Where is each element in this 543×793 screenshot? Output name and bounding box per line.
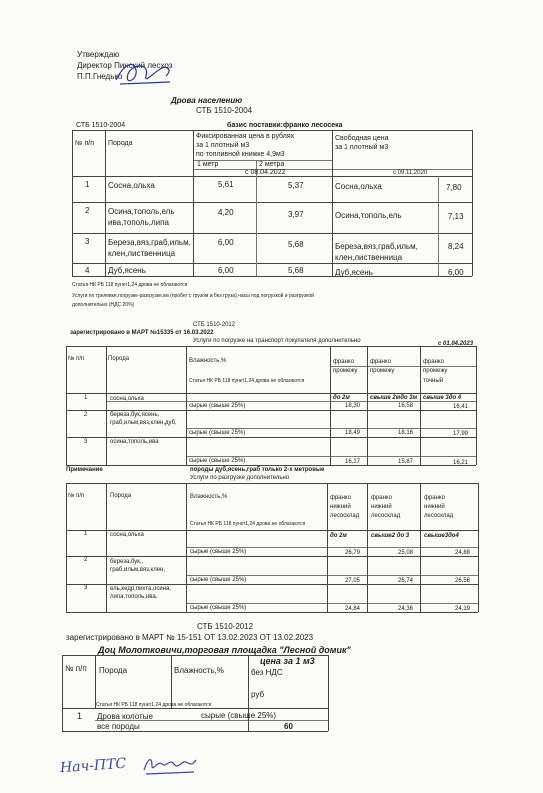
t3-h-hum: Влажность,% bbox=[190, 494, 228, 500]
t3-sub2: свыше2 до 3 bbox=[371, 533, 410, 539]
t1-std: СТБ 1510-2004 bbox=[76, 122, 126, 129]
t1-h-fixed2: за 1 плотный м3 bbox=[196, 142, 250, 149]
t4-h-num: № п/п bbox=[65, 664, 87, 673]
t3-row2-hum: сырые (свыше 25%) bbox=[190, 577, 247, 583]
t2-sub2: свыше 2мдо 3м bbox=[370, 395, 418, 401]
t1-row3-p2: 5,68 bbox=[288, 240, 304, 249]
t2-unload: Услуги по разгрузке дополнительно bbox=[190, 475, 290, 481]
t1-note1: Статья НК РБ 118 пункт1,24 дрова не облагаются bbox=[72, 282, 188, 288]
t3-row2-v3: 26,56 bbox=[455, 578, 471, 584]
t1-row3-num: 3 bbox=[85, 237, 90, 246]
t2-sub1: до 2м bbox=[333, 395, 350, 401]
t2-h-c3b: промежу bbox=[423, 368, 448, 374]
t4-h-hum: Влажность,% bbox=[174, 666, 224, 675]
t4-row-breed1: Дрова колотые bbox=[97, 712, 153, 721]
director-label: Директор Пинский лесхоз bbox=[77, 61, 173, 70]
t1-row2-fbreed: Осина,тополь,ель bbox=[335, 211, 402, 220]
t1-row1-fbreed: Сосна,ольха bbox=[335, 182, 382, 191]
t2-row2-v1: 18,49 bbox=[345, 430, 361, 436]
t1-row2-breed2: ива,тополь,липа bbox=[108, 218, 169, 227]
t1-row1-p2: 5,37 bbox=[288, 181, 304, 190]
t1-row2-num: 2 bbox=[85, 206, 90, 215]
t2-row1-v3: 16,41 bbox=[453, 404, 469, 410]
t3-row3-v3: 24,19 bbox=[455, 606, 471, 612]
t2-row2-v3: 17,99 bbox=[453, 431, 469, 437]
t2-row3-num: 3 bbox=[84, 439, 88, 445]
t3-h-c3a: франко bbox=[424, 495, 445, 501]
t2-row2-breed2: граб,ильм,вяз,клен,дуб, bbox=[110, 420, 177, 426]
director-signature bbox=[110, 56, 180, 90]
t4-place: Доц Молотковичи,торговая площадка "Лесной домик" bbox=[98, 645, 351, 655]
t1-row4-fp: 6,00 bbox=[448, 268, 464, 277]
t2-row3-v3: 16,21 bbox=[453, 460, 469, 466]
t2-row2-v2: 18,16 bbox=[398, 430, 414, 436]
t3-row1-v2: 25,08 bbox=[398, 550, 414, 556]
t3-h-c2c: лесосклад bbox=[371, 513, 401, 519]
t1-row4-fbreed: Дуб,ясень bbox=[335, 268, 373, 277]
t2-service: Услуги по погрузке на транспорт покупателя дополнительно bbox=[193, 338, 361, 344]
t2-h-tax: Статья НК РБ 118 пункт1,24 дрова не облагаются bbox=[189, 378, 305, 384]
t4-row-price: 60 bbox=[284, 722, 293, 731]
t3-sub3: свыше3до4 bbox=[424, 533, 459, 539]
t2-row3-v2: 15,87 bbox=[398, 459, 414, 465]
t2-date: с 01.04.2023 bbox=[438, 341, 474, 347]
t3-h-c3b: нижний bbox=[424, 504, 445, 510]
t1-h-breed: Порода bbox=[108, 140, 133, 147]
t2-reg: зарегистрировано в МАРТ №15335 от 16.03.2022 bbox=[70, 330, 214, 336]
t4-tax: Статья НК РБ 118 пункт1,24 дрова не облагаются bbox=[96, 702, 212, 708]
t3-h-num: № п/п bbox=[68, 493, 85, 499]
t3-sub1: до 2м bbox=[330, 533, 347, 539]
t4-row-breed2: все породы bbox=[97, 722, 140, 731]
t3-h-c3c: лесосклад bbox=[424, 513, 454, 519]
t1-row3-breed2: клен,лиственница bbox=[108, 249, 176, 258]
approve-label: Утверждаю bbox=[77, 50, 120, 59]
t2-note-text: породы дуб,ясень,граб только 2-х метровые bbox=[190, 467, 325, 473]
handwritten-signature bbox=[140, 750, 200, 780]
t2-note-label: Примечание bbox=[66, 467, 103, 473]
t1-h-fixed3: по топливной книжке 4,9м3 bbox=[196, 151, 285, 158]
t3-h-c1c: лесосклад bbox=[330, 513, 360, 519]
t1-row3-breed: Береза,вяз,граб,ильм, bbox=[108, 238, 191, 247]
t1-basis: базис поставки:франко лесосека bbox=[227, 122, 343, 129]
t3-row1-v1: 26,79 bbox=[345, 550, 361, 556]
t2-row1-v2: 16,58 bbox=[398, 403, 414, 409]
t1-row1-num: 1 bbox=[85, 180, 90, 189]
t1-row1-breed: Сосна,ольха bbox=[108, 181, 155, 190]
t1-note3: дополнительно (НДС 20%) bbox=[72, 302, 135, 308]
t2-h-c3a: франко bbox=[423, 359, 444, 365]
t3-row2-v1: 27,05 bbox=[345, 578, 361, 584]
t4-h-unit: руб bbox=[251, 690, 265, 699]
t3-h-tax: Статья НК РБ 118 пункт1,24 дрова не облагаются bbox=[190, 521, 306, 527]
t1-row2-p2: 3,97 bbox=[288, 210, 304, 219]
doc-title: Дрова населению bbox=[171, 96, 243, 105]
t1-h-free1: Свободная цена bbox=[335, 135, 389, 142]
t1-len1: 1 метр bbox=[197, 161, 219, 168]
t3-h-c2b: нижний bbox=[371, 504, 392, 510]
t3-row3-breed: ель,кедр,пихта,осина, bbox=[110, 586, 172, 592]
t2-row3-hum: сырые (свыше 25%) bbox=[189, 458, 246, 464]
t3-row3-hum: сырые (свыше 25%) bbox=[190, 605, 247, 611]
t3-row3-num: 3 bbox=[84, 585, 88, 591]
t4-h-breed: Порода bbox=[99, 666, 128, 675]
t2-h-c2a: франко bbox=[370, 359, 391, 365]
t1-h-num: № п/п bbox=[75, 140, 94, 147]
t2-row1-v1: 18,30 bbox=[345, 403, 361, 409]
t3-h-c1a: франко bbox=[330, 495, 351, 501]
t3-row3-v2: 24,36 bbox=[398, 606, 414, 612]
t2-h-hum: Влажность,% bbox=[189, 358, 227, 364]
t3-row3-breed2: липа,тополь,ива, bbox=[110, 594, 158, 600]
t3-row1-breed: сосна,ольха bbox=[110, 532, 144, 538]
t2-row3-v1: 16,17 bbox=[345, 459, 361, 465]
t2-std: СТБ 1510-2012 bbox=[193, 322, 236, 328]
t1-row4-breed: Дуб,ясень bbox=[108, 266, 146, 275]
t4-std: СТБ 1510-2012 bbox=[197, 622, 254, 631]
t2-h-c2b: промежу bbox=[370, 368, 395, 374]
t1-h-fixed1: Фиксированная цена в рублях bbox=[196, 133, 295, 140]
t2-row1-num: 1 bbox=[84, 395, 88, 401]
t1-h-free2: за 1 плотный м3 bbox=[335, 144, 389, 151]
t2-row1-breed: сосна,ольха bbox=[110, 396, 144, 402]
t1-row2-breed: Осина,тополь,ель bbox=[108, 207, 175, 216]
t1-row4-p2: 5,68 bbox=[288, 266, 304, 275]
t3-row1-hum: сырые (свыше 25%) bbox=[190, 549, 247, 555]
t1-row4-p1: 6,00 bbox=[218, 266, 234, 275]
t1-row3-p1: 6,00 bbox=[218, 238, 234, 247]
t2-row2-hum: сырые (свыше 25%) bbox=[189, 430, 246, 436]
t1-note2: Услуги по трелевке,погрузке-разгрузке,км (пробег с грузом и без груза),часы под погрузкой и разгрузкой bbox=[72, 293, 314, 299]
t2-row2-num: 2 bbox=[84, 412, 88, 418]
t2-row1-hum: сырые (свыше 25%) bbox=[189, 403, 246, 409]
t4-row-num: 1 bbox=[77, 711, 83, 721]
t3-row1-num: 1 bbox=[84, 531, 88, 537]
t1-row3-fbreed2: клен,лиственница bbox=[335, 253, 403, 262]
director-name: П.П.Гнедько bbox=[77, 72, 123, 81]
t3-h-breed: Порода bbox=[110, 493, 132, 499]
t1-row1-p1: 5,61 bbox=[218, 180, 234, 189]
t1-row3-fbreed: Береза,вяз,граб,ильм, bbox=[335, 242, 418, 251]
t1-row4-num: 4 bbox=[85, 266, 90, 275]
t2-h-c3c: точный bbox=[423, 378, 443, 384]
t3-row2-num: 2 bbox=[84, 557, 88, 563]
t3-row2-breed: береза,бук,, bbox=[110, 559, 144, 565]
t4-reg: зарегистрировано в МАРТ № 15-151 ОТ 13.02.2023 ОТ 13.02.2023 bbox=[66, 633, 314, 642]
t4-h-price: цена за 1 м3 bbox=[260, 656, 315, 666]
t3-row1-v3: 24,88 bbox=[455, 550, 471, 556]
doc-standard: СТБ 1510-2004 bbox=[196, 106, 253, 115]
t3-row3-v1: 24,84 bbox=[345, 606, 361, 612]
t2-h-c1a: франко bbox=[333, 359, 354, 365]
t2-h-num: № п/п bbox=[68, 356, 85, 362]
t1-row3-fp: 8,24 bbox=[448, 242, 464, 251]
t3-h-c1b: нижний bbox=[330, 504, 351, 510]
t2-h-c1b: промежу bbox=[333, 368, 358, 374]
t1-len2: 2 метра bbox=[259, 161, 285, 168]
t4-h-vat: без НДС bbox=[251, 668, 283, 677]
t1-row2-fp: 7,13 bbox=[448, 212, 464, 221]
t2-row2-breed: береза,бук,ясень, bbox=[110, 412, 160, 418]
t1-row2-p1: 4,20 bbox=[218, 208, 234, 217]
t1-row1-fp: 7,80 bbox=[446, 183, 462, 192]
t1-date2: с 09.11.2020 bbox=[393, 170, 428, 176]
t3-row2-v2: 26,74 bbox=[398, 578, 414, 584]
t2-h-breed: Порода bbox=[108, 356, 130, 362]
t3-h-c2a: франко bbox=[371, 495, 392, 501]
t4-row-hum: сырые (свыше 25%) bbox=[201, 711, 277, 720]
t3-row2-breed2: граб,ильм,вяз,клен, bbox=[110, 567, 166, 573]
t1-date1: с 08.04.2022 bbox=[245, 169, 286, 176]
handwritten-position: Нач-ПТС bbox=[59, 755, 127, 777]
t2-sub3: свыше 3до 4 bbox=[423, 395, 462, 401]
t2-row3-breed: осина,тополь,ива bbox=[110, 439, 159, 445]
